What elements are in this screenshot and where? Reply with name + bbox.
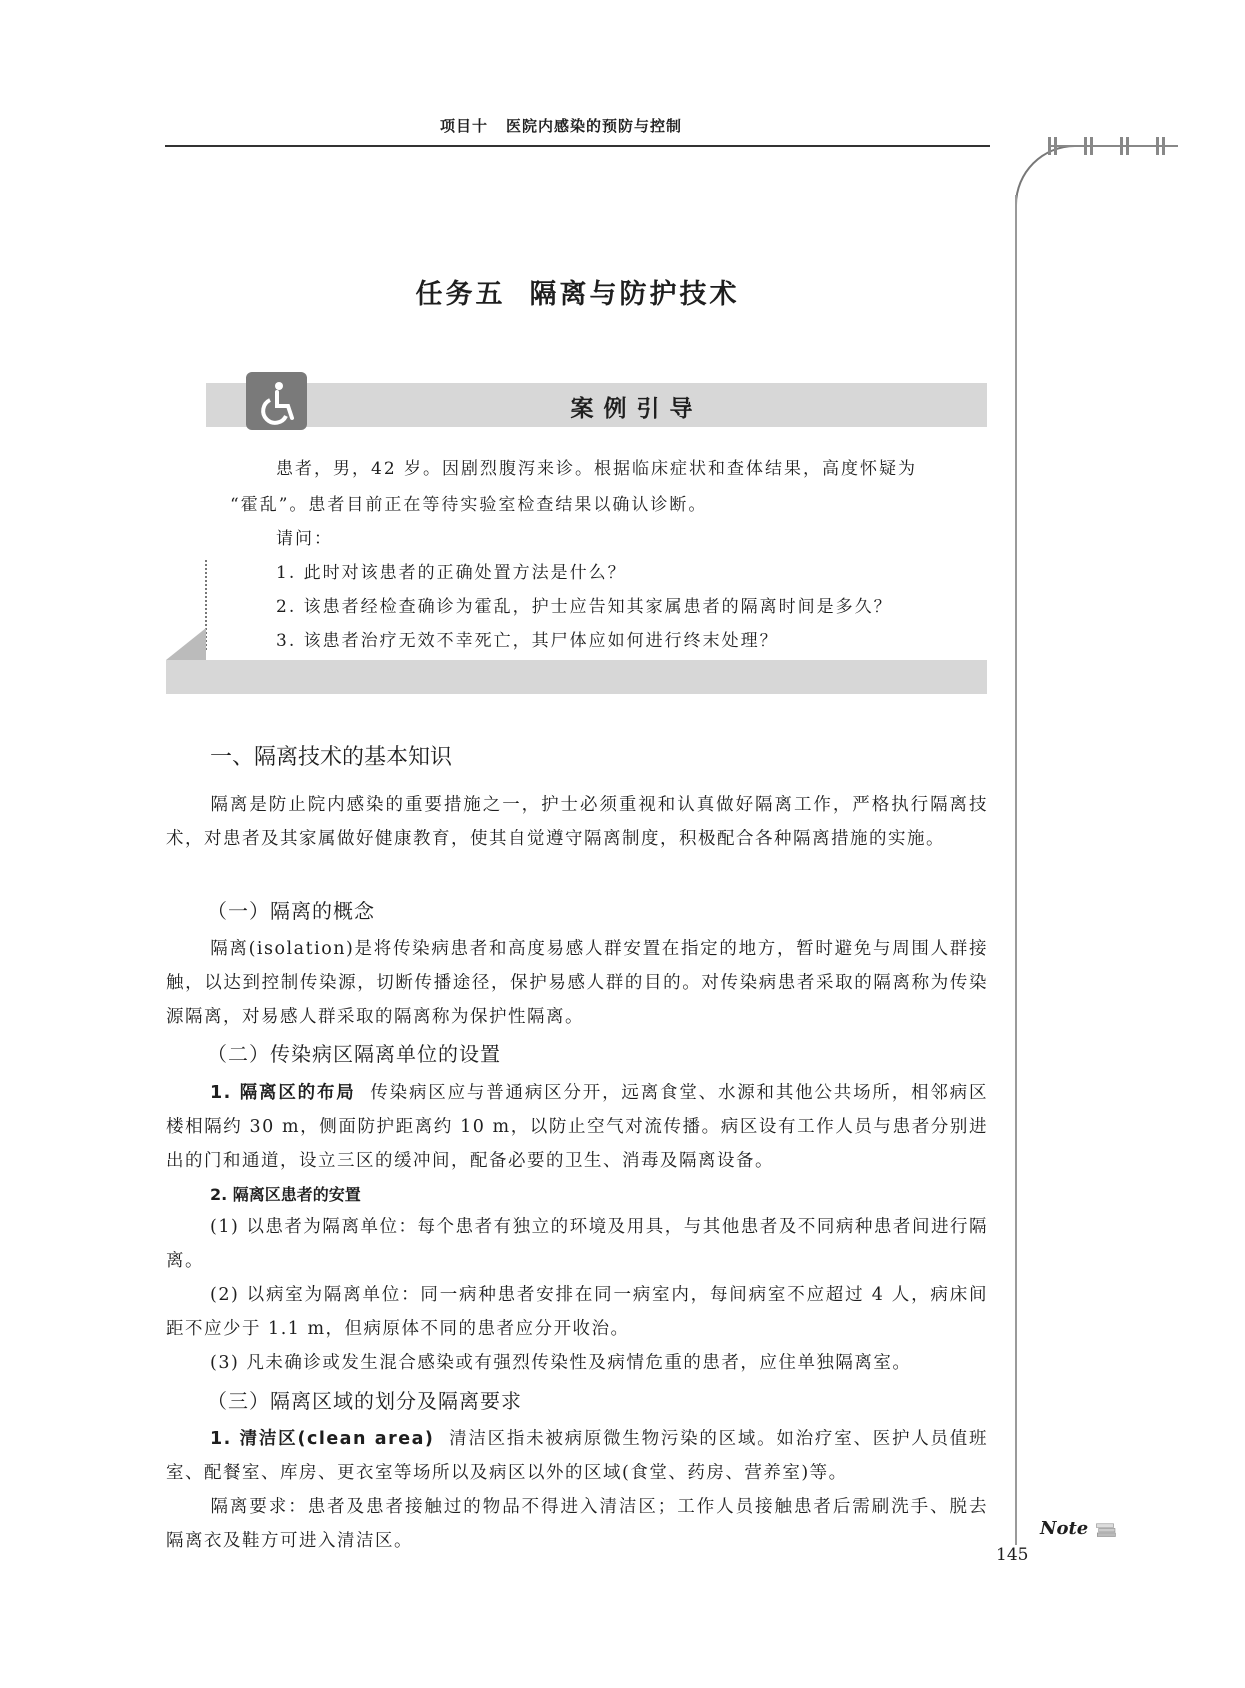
case-corner-decoration — [166, 628, 206, 660]
subsection-heading-2: （二）传染病区隔离单位的设置 — [207, 1042, 501, 1066]
isolation-concept-paragraph: 隔离(isolation)是将传染病患者和高度易感人群安置在指定的地方，暂时避免与周围人群接触，以达到控制传染源，切断传播途径，保护易感人群的目的。对传染病患者采取的隔离称为传染源隔离，对易感人群采取的隔离称为保护性隔离。 — [166, 939, 988, 1027]
task-name: 隔离与防护技术 — [529, 279, 740, 310]
layout-paragraph: 1. 隔离区的布局 传染病区应与普通病区分开，远离食堂、水源和其他公共场所，相邻病区楼相隔约 30 m，侧面防护距离约 10 m，以防止空气对流传播。病区设有工作人员与患者分别进出的门和通道，设立三区的缓冲间，配备必要的卫生、消毒及隔离设备。 — [166, 1083, 988, 1171]
running-header — [440, 115, 682, 136]
header-chapter: 医院内感染的预防与控制 — [506, 117, 683, 135]
page-number: 145 — [996, 1545, 1029, 1565]
case-bottom-band — [166, 660, 987, 694]
task-number: 任务五 — [415, 279, 506, 310]
placement-label: 2. 隔离区患者的安置 — [210, 1185, 361, 1204]
clean-area-paragraph: 1. 清洁区(clean area) 清洁区指未被病原微生物污染的区域。如治疗室、医护人员值班室、配餐室、库房、更衣室等场所以及病区以外的区域(食堂、药房、营养室)等。 — [166, 1429, 988, 1483]
margin-line — [1015, 195, 1017, 1545]
subsection-heading-1: （一）隔离的概念 — [207, 899, 375, 923]
section-intro-paragraph: 隔离是防止院内感染的重要措施之一，护士必须重视和认真做好隔离工作，严格执行隔离技术，对患者及其家属做好健康教育，使其自觉遵守隔离制度，积极配合各种隔离措施的实施。 — [166, 795, 988, 849]
case-question-3: 3. 该患者治疗无效不幸死亡，其尸体应如何进行终末处理？ — [276, 631, 779, 651]
page-title — [0, 272, 1155, 311]
case-question-1: 1. 此时对该患者的正确处置方法是什么？ — [276, 563, 627, 583]
case-intro-line-2: “霍乱”。患者目前正在等待实验室检查结果以确认诊断。 — [230, 495, 708, 515]
placement-item-3: (3) 凡未确诊或发生混合感染或有强烈传染性及病情危重的患者，应住单独隔离室。 — [210, 1353, 912, 1373]
margin-note-label: Note — [1040, 1518, 1089, 1539]
book-stack-icon — [1095, 1510, 1145, 1554]
header-rule — [165, 145, 990, 147]
placement-item-2: (2) 以病室为隔离单位：同一病种患者安排在同一病室内，每间病室不应超过 4 人，病床间距不应少于 1.1 m，但病原体不同的患者应分开收治。 — [166, 1285, 988, 1339]
placement-item-1: (1) 以患者为隔离单位：每个患者有独立的环境及用具，与其他患者及不同病种患者间进行隔离。 — [166, 1217, 988, 1271]
case-question-2: 2. 该患者经检查确诊为霍乱，护士应告知其家属患者的隔离时间是多久？ — [276, 597, 893, 617]
clean-area-label: 1. 清洁区(clean area) — [210, 1429, 435, 1449]
section-heading: 一、隔离技术的基本知识 — [210, 745, 453, 770]
case-ask: 请问： — [276, 529, 333, 549]
case-intro-line-1: 患者，男，42 岁。因剧烈腹泻来诊。根据临床症状和查体结果，高度怀疑为 — [276, 459, 918, 479]
header-project: 项目十 — [440, 117, 489, 135]
case-heading: 案例引导 — [570, 395, 703, 422]
layout-label: 1. 隔离区的布局 — [210, 1083, 356, 1103]
margin-tick-marks — [1048, 137, 1188, 155]
subsection-heading-3: （三）隔离区域的划分及隔离要求 — [207, 1389, 522, 1413]
clean-area-requirement: 隔离要求：患者及患者接触过的物品不得进入清洁区；工作人员接触患者后需刷洗手、脱去隔离衣及鞋方可进入清洁区。 — [166, 1497, 988, 1551]
